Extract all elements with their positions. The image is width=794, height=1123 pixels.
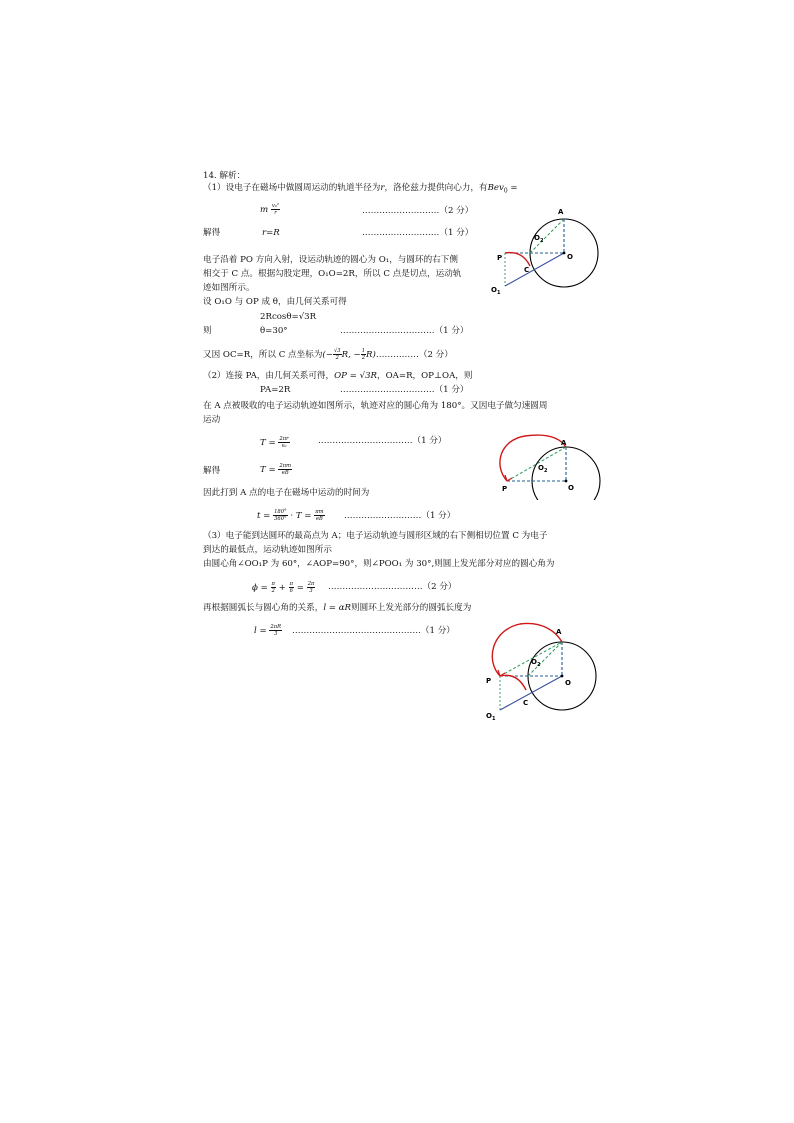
coord-open: (−	[322, 350, 333, 360]
label-o2-sub: 2	[543, 468, 548, 474]
fraction-num: 2πR	[270, 624, 282, 630]
label-A: A	[558, 208, 564, 216]
score-dots: ……………（2 分）	[375, 350, 453, 360]
arc-length-text	[203, 603, 471, 614]
text-line: 由圆心角∠OO₁P 为 60°，∠AOP=90°，则∠POO₁ 为 30°,则圆上发光部分对应的圆心角为	[203, 559, 555, 569]
score-dots: ………………………（2 分）	[362, 206, 474, 216]
eq-T: T =	[260, 438, 276, 448]
label-o2-sub: 2	[539, 238, 544, 244]
label-o2-main: O	[538, 464, 544, 472]
equation-centripetal	[260, 203, 280, 216]
label-o2-main: O	[531, 658, 537, 666]
label-o1-sub: 1	[491, 716, 496, 722]
equation-r-equals-R: r=R	[262, 228, 280, 238]
coord-close: R)	[366, 350, 376, 360]
fraction-pim-eB	[314, 509, 324, 522]
point-O	[563, 252, 566, 255]
fraction-num: √3	[333, 348, 341, 354]
label-O2	[531, 658, 541, 668]
label-O1	[486, 712, 496, 722]
arc-text-a: 再根据圆弧长与圆心角的关系，	[203, 603, 324, 613]
label-o1-main: O	[486, 712, 492, 720]
fraction-den: 360°	[274, 516, 287, 522]
fraction-2piR-3	[269, 624, 282, 637]
equation-pa: PA=2R	[260, 385, 291, 395]
part2-intro	[203, 371, 473, 382]
fraction-sqrt3-2	[333, 348, 342, 361]
part1-intro-r: r	[380, 183, 385, 193]
eq-t: t =	[257, 511, 271, 521]
fraction-den: v₀	[281, 443, 287, 449]
eq-m: m	[260, 205, 269, 215]
label-o1-main: O	[491, 286, 497, 294]
part2-a: （2）连接 PA，由几何关系可得，	[203, 371, 335, 381]
point-O	[561, 675, 564, 678]
text-line: 迹如图所示。	[203, 283, 255, 293]
score-dots: ………………………（1 分）	[362, 228, 474, 238]
line-O1O	[505, 253, 564, 286]
arc-text-formula: l = αR	[323, 603, 352, 613]
equation-cos: 2Rcosθ=√3R	[260, 312, 317, 322]
fraction-2pim-eB	[278, 463, 292, 476]
fraction-num: 180°	[274, 509, 287, 515]
label-O: O	[568, 484, 574, 492]
part2-c: ，OA=R，OP⊥OA，则	[377, 371, 473, 381]
label-o1-sub: 1	[496, 290, 501, 296]
line-O1O	[500, 676, 562, 710]
label-P: P	[497, 254, 503, 262]
label-O: O	[567, 253, 573, 261]
fraction-num: 2πr	[279, 436, 289, 442]
text-line: 运动	[203, 415, 221, 425]
fraction-den: 6	[289, 588, 293, 594]
label-P: P	[486, 677, 492, 685]
fraction-den: eB	[315, 516, 323, 522]
fraction-num: π	[289, 581, 294, 587]
text-line: 在 A 点被吸收的电子运动轨迹如图所示，轨迹对应的圆心角为 180°。又因电子做匀速圆周	[203, 401, 548, 411]
arc-text-c: 则圆环上发光部分的圆弧长度为	[351, 603, 472, 613]
part1-intro	[203, 183, 518, 197]
point-O	[565, 480, 568, 483]
fraction-den: eB	[281, 470, 289, 476]
coord-mid: R, −	[341, 350, 361, 360]
point-c-coordinates	[203, 348, 453, 361]
label-jiede: 解得	[203, 466, 221, 476]
part1-intro-c: ，洛伦兹力提供向心力，有	[384, 183, 488, 193]
trajectory-arc	[500, 675, 526, 690]
fraction-num: π	[271, 581, 275, 587]
fraction-den: 3	[309, 588, 313, 594]
label-A: A	[561, 439, 567, 447]
score-dots: ……………………………（2 分）	[328, 582, 457, 592]
eq-mid: · T =	[290, 511, 312, 521]
equation-phi	[252, 581, 315, 594]
label-O1	[491, 286, 501, 296]
label-A: A	[556, 628, 562, 636]
part1-intro-eq: =	[507, 183, 518, 193]
label-O2	[538, 464, 548, 474]
score-dots: ………………………（1 分）	[344, 511, 456, 521]
trajectory-arc	[505, 253, 530, 266]
text-line: 因此打到 A 点的电子在磁场中运动的时间为	[203, 488, 370, 498]
fraction-num: 2πm	[279, 463, 292, 469]
text-line: 到达的最低点，运动轨迹如图所示	[203, 545, 332, 555]
figure-1-trajectory	[488, 203, 600, 298]
fraction-den: r	[274, 210, 277, 216]
label-C: C	[524, 266, 530, 274]
label-P: P	[502, 485, 508, 493]
eq-plus: +	[275, 583, 289, 593]
fraction-den: 2	[361, 355, 366, 361]
label-o2-sub: 2	[536, 662, 541, 668]
score-dots: ……………………………（1 分）	[318, 436, 447, 446]
eq-T: T =	[260, 465, 276, 475]
fraction-num: πm	[315, 509, 324, 515]
eq-phi: ϕ =	[252, 583, 268, 593]
eq-equals: =	[294, 583, 307, 593]
equation-arc-length	[254, 624, 282, 637]
text-line: （3）电子能到达圆环的最高点为 A；电子运动轨迹与圆形区域的右下侧相切位置 C 为电子	[203, 531, 548, 541]
label-o2-main: O	[534, 234, 540, 242]
fraction-num: 2π	[307, 581, 315, 587]
equation-period-1	[260, 436, 290, 449]
label-jiede: 解得	[203, 228, 221, 238]
fraction-den: 3	[274, 631, 278, 637]
text-line: 电子沿着 PO 方向入射，设运动轨迹的圆心为 O₁，与圆环的右下侧	[203, 255, 458, 265]
equation-theta: θ=30°	[260, 326, 288, 336]
section-title: 14. 解析：	[203, 171, 246, 181]
text-line: 设 O₁O 与 OP 成 θ，由几何关系可得	[203, 297, 347, 307]
fraction-180-360	[273, 509, 288, 522]
part1-intro-a: （1）设电子在磁场中做圆周运动的轨道半径为	[203, 183, 381, 193]
part1-intro-bev: Bev	[487, 183, 504, 193]
fraction-num: v₀²	[271, 203, 279, 209]
label-O: O	[565, 679, 571, 687]
figure-3-trajectory	[482, 618, 600, 724]
fraction-den: 2	[335, 355, 339, 361]
label-ze: 则	[203, 326, 212, 336]
score-dots: ………………………………………（1 分）	[292, 626, 455, 636]
figure-2-trajectory	[496, 428, 602, 500]
part2-op: OP = √3R	[334, 371, 378, 381]
text-line: 相交于 C 点。根据勾股定理，O₁O=2R，所以 C 点是切点，运动轨	[203, 269, 462, 279]
label-O2	[534, 234, 544, 244]
fraction-den: 2	[271, 588, 275, 594]
coord-text: 又因 OC=R，所以 C 点坐标为	[203, 350, 323, 360]
equation-period-2	[260, 463, 292, 476]
trajectory-semicircle	[492, 623, 562, 676]
fraction-2pi-3	[307, 581, 316, 594]
eq-l: l =	[254, 626, 267, 636]
label-C: C	[523, 699, 529, 707]
fraction-num: 1	[361, 348, 366, 354]
part1-intro-sub: 0	[503, 187, 508, 195]
score-dots: ……………………………（1 分）	[340, 385, 469, 395]
score-dots: ……………………………（1 分）	[340, 326, 469, 336]
fraction-v2-r	[271, 203, 280, 216]
fraction-2pir-v0	[278, 436, 289, 449]
equation-time	[257, 509, 325, 522]
